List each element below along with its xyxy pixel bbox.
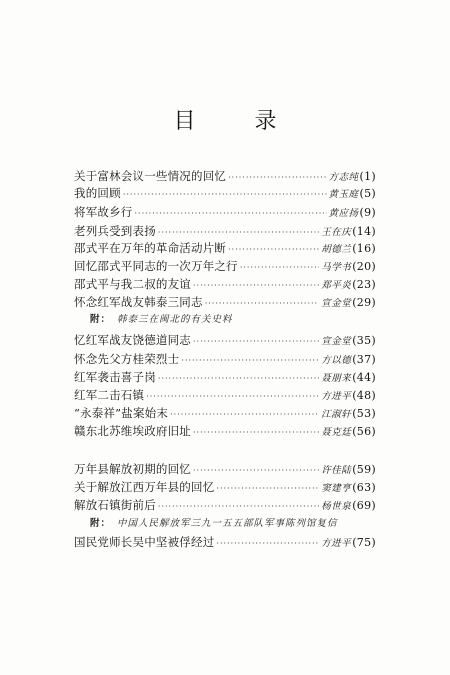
entry-page: (56) (352, 425, 376, 438)
entry-author: 窦建亨 (321, 483, 352, 494)
entry-page: (23) (352, 278, 376, 291)
entry-title: 将军故乡行 (74, 205, 133, 219)
entry-author: 宣金堂 (321, 336, 352, 347)
entry-title: 回忆邵式平同志的一次万年之行 (74, 259, 238, 273)
entry-title: 关于解放江西万年县的回忆 (74, 480, 215, 494)
toc-entry (74, 167, 376, 185)
entry-title: 解放石镇街前后 (74, 498, 156, 512)
appendix-prefix: 附： (90, 314, 112, 325)
appendix-text: 中国人民解放军三九一五五部队军事陈列馆复信 (117, 518, 338, 529)
appendix-note (90, 515, 338, 533)
entry-author: 聂朋来 (321, 373, 352, 384)
appendix-text: 韩泰三在闽北的有关史料 (117, 314, 233, 325)
entry-page: (5) (359, 187, 376, 200)
toc-entry (74, 184, 376, 202)
entry-author: 江淑轩 (321, 409, 352, 420)
entry-page: (69) (352, 499, 376, 512)
leader-dots (158, 498, 319, 516)
entry-title: 万年县解放初期的回忆 (74, 462, 191, 476)
entry-title: 红军袭击喜子岗 (74, 370, 156, 384)
toc-entry (74, 350, 376, 368)
toc-entry (74, 478, 376, 496)
toc-entry (74, 533, 376, 551)
entry-author: 方进平 (321, 538, 352, 549)
appendix-prefix: 附： (90, 518, 112, 529)
entry-author: 马学书 (321, 262, 352, 273)
entry-author: 郑平炎 (321, 280, 352, 291)
entry-author: 聂克廷 (321, 427, 352, 438)
entry-page: (14) (352, 225, 376, 238)
entry-title: 我的回顾 (74, 186, 121, 200)
entry-title: 邵式平在万年的革命活动片断 (74, 241, 227, 255)
page-title: 目 录 (173, 109, 303, 134)
entry-page: (16) (352, 242, 376, 255)
entry-title: 忆红军战友饶德道同志 (74, 333, 191, 347)
toc-entry (74, 331, 376, 349)
entry-title: 老列兵受到表扬 (74, 224, 156, 238)
leader-dots (216, 535, 319, 553)
entry-page: (9) (359, 206, 376, 219)
entry-author: 王在庆 (321, 227, 352, 238)
toc-entry (74, 404, 376, 422)
entry-page: (63) (352, 481, 376, 494)
entry-author: 杨世泉 (321, 501, 352, 512)
toc-entry (74, 275, 376, 293)
entry-page: (75) (352, 536, 376, 549)
toc-entry (74, 293, 376, 311)
entry-title: 关于富林会议一些情况的回忆 (74, 169, 227, 183)
toc-entry (74, 496, 376, 514)
entry-page: (48) (352, 389, 376, 402)
toc-entry (74, 386, 376, 404)
entry-page: (37) (352, 353, 376, 366)
entry-page: (35) (352, 334, 376, 347)
leader-dots (193, 424, 319, 442)
toc-entry (74, 239, 376, 257)
toc-entry (74, 422, 376, 440)
entry-title: 怀念先父方桂荣烈士 (74, 352, 180, 366)
entry-page: (59) (352, 463, 376, 476)
entry-title: 怀念红军战友韩泰三同志 (74, 295, 203, 309)
entry-page: (44) (352, 371, 376, 384)
entry-author: 方以德 (321, 355, 352, 366)
leader-dots (193, 333, 319, 351)
toc-entry (74, 368, 376, 386)
entry-author: 胡德兰 (321, 244, 352, 255)
entry-page: (29) (352, 296, 376, 309)
entry-author: 黄玉庭 (328, 189, 359, 200)
toc-entry (74, 460, 376, 478)
entry-author: 宣金堂 (321, 298, 352, 309)
appendix-note (90, 311, 233, 329)
toc-entry (74, 257, 376, 275)
toc-entry (74, 203, 376, 221)
entry-author: 许佳陆 (321, 465, 352, 476)
toc-entry (74, 222, 376, 240)
entry-title: 红军二击石镇 (74, 388, 145, 402)
entry-page: (1) (359, 170, 376, 183)
entry-title: “永泰祥”盐案始末 (74, 406, 169, 420)
entry-title: 国民党师长吴中坚被俘经过 (74, 535, 215, 549)
entry-title: 邵式平与我二叔的友谊 (74, 277, 191, 291)
entry-author: 方志纯 (328, 172, 359, 183)
entry-page: (20) (352, 260, 376, 273)
leader-dots (135, 205, 327, 223)
leader-dots (123, 186, 327, 204)
entry-page: (53) (352, 407, 376, 420)
entry-title: 赣东北苏维埃政府旧址 (74, 424, 191, 438)
entry-author: 黄应扬 (328, 208, 359, 219)
entry-author: 方进平 (321, 391, 352, 402)
